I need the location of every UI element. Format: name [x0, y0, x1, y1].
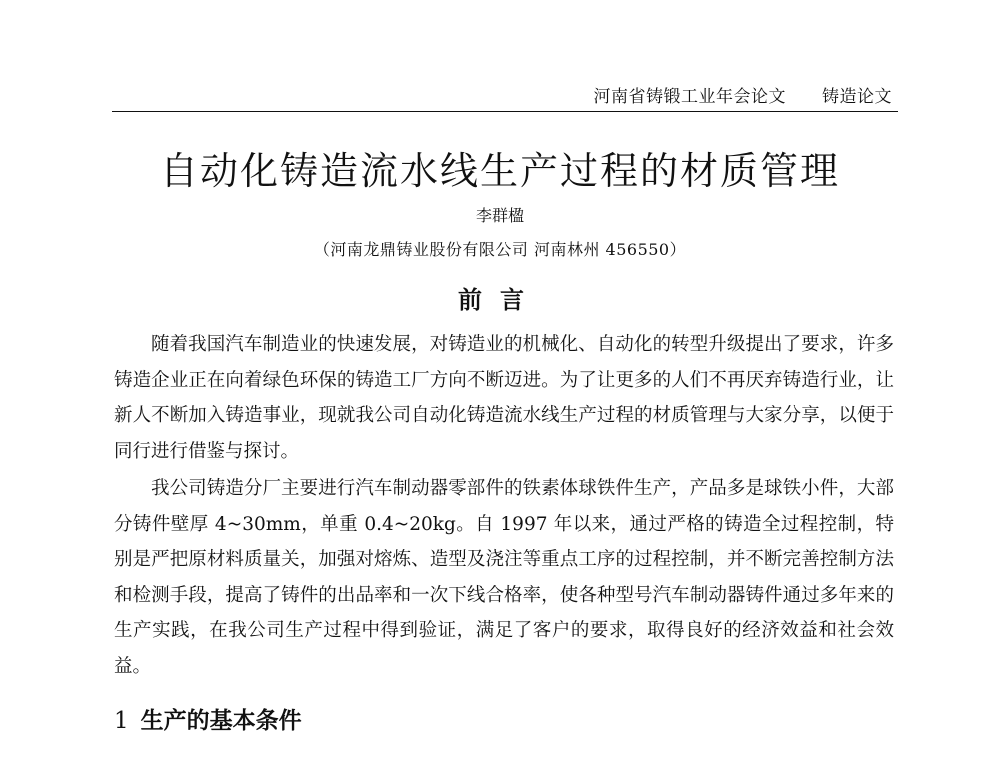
author-name: 李群楹	[475, 206, 524, 225]
author-affiliation: （河南龙鼎铸业股份有限公司 河南林州 456550）	[313, 240, 687, 259]
header-category: 铸造论文	[822, 87, 892, 107]
preface-heading: 前言	[458, 285, 542, 314]
preface-paragraph-1: 随着我国汽车制造业的快速发展，对铸造业的机械化、自动化的转型升级提出了要求，许多铸造企业正在向着绿色环保的铸造工厂方向不断迈进。为了让更多的人们不再厌弃铸造行业，让新人不断加入铸造事业，现就我公司自动化铸造流水线生产过程的材质管理与大家分享，以便于同行进行借鉴与探讨。	[114, 334, 894, 462]
paper-title: 自动化铸造流水线生产过程的材质管理	[159, 149, 840, 193]
running-header	[594, 82, 893, 107]
section-1-number: 1	[114, 708, 129, 734]
section-1-title: 生产的基本条件	[140, 708, 302, 734]
section-1-heading	[114, 702, 302, 735]
header-divider	[112, 111, 898, 112]
header-journal: 河南省铸锻工业年会论文	[593, 87, 786, 107]
preface-paragraph-2: 我公司铸造分厂主要进行汽车制动器零部件的铁素体球铁件生产，产品多是球铁小件，大部分铸件壁厚 4~30mm，单重 0.4~20kg。自 1997 年以来，通过严格的铸造全过程控制，特别是严把原材料质量关，加强对熔炼、造型及浇注等重点工序的过程控制，并不断完善控制方法和检测手段，提高了铸件的出品率和一次下线合格率，使各种型号汽车制动器铸件通过多年来的生产实践，在我公司生产过程中得到验证，满足了客户的要求，取得良好的经济效益和社会效益。	[114, 478, 894, 677]
